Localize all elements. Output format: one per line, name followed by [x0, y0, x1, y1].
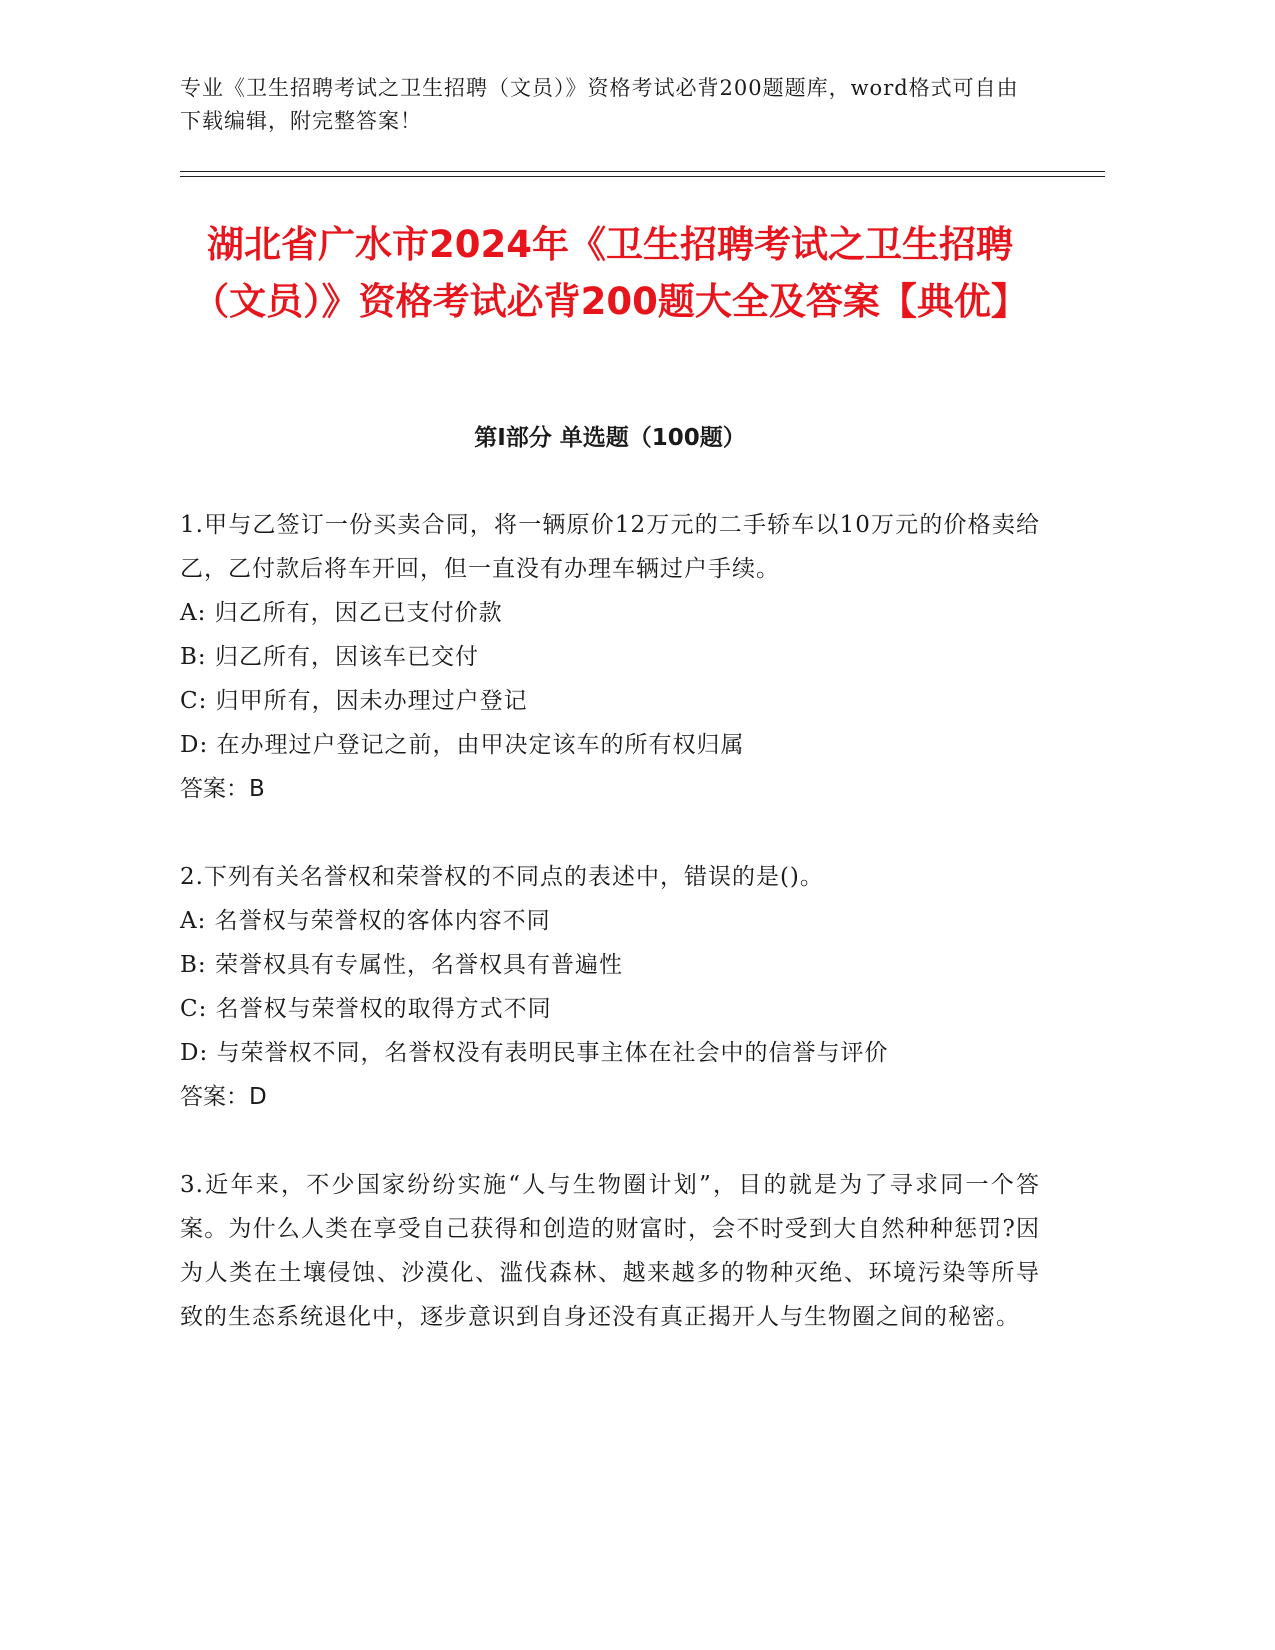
question-stem: 2.下列有关名誉权和荣誉权的不同点的表述中，错误的是()。 — [180, 864, 824, 890]
document-title: 湖北省广水市2024年《卫生招聘考试之卫生招聘（文员）》资格考试必背200题大全及答案【典优】 — [192, 223, 1028, 323]
question-3 — [180, 1163, 1040, 1339]
answer: 答案：D — [180, 1084, 267, 1110]
question-list — [180, 503, 1040, 1383]
question-2 — [180, 855, 1040, 1119]
question-1 — [180, 503, 1040, 811]
header-divider-bottom — [180, 176, 1105, 177]
option-b: B: 荣誉权具有专属性，名誉权具有普遍性 — [180, 952, 623, 978]
section-title: 第Ⅰ部分 单选题（100题） — [474, 425, 746, 451]
option-b: B: 归乙所有，因该车已交付 — [180, 644, 479, 670]
option-a: A: 名誉权与荣誉权的客体内容不同 — [180, 908, 551, 934]
header-divider-top — [180, 171, 1105, 172]
question-stem: 3.近年来，不少国家纷纷实施“人与生物圈计划”，目的就是为了寻求同一个答案。为什么人类在享受自己获得和创造的财富时，会不时受到大自然种种惩罚?因为人类在土壤侵蚀、沙漠化、滥伐森林、越来越多的物种灭绝、环境污染等所导致的生态系统退化中，逐步意识到自身还没有真正揭开人与生物圈之间的秘密。 — [180, 1172, 1040, 1330]
option-d: D: 与荣誉权不同，名誉权没有表明民事主体在社会中的信誉与评价 — [180, 1040, 889, 1066]
option-d: D: 在办理过户登记之前，由甲决定该车的所有权归属 — [180, 732, 745, 758]
option-c: C: 名誉权与荣誉权的取得方式不同 — [180, 996, 552, 1022]
question-stem: 1.甲与乙签订一份买卖合同，将一辆原价12万元的二手轿车以10万元的价格卖给乙，乙付款后将车开回，但一直没有办理车辆过户手续。 — [180, 512, 1040, 582]
answer: 答案：B — [180, 776, 265, 802]
header-note: 专业《卫生招聘考试之卫生招聘（文员）》资格考试必背200题题库，word格式可自由下载编辑，附完整答案！ — [180, 76, 1019, 133]
option-a: A: 归乙所有，因乙已支付价款 — [180, 600, 503, 626]
option-c: C: 归甲所有，因未办理过户登记 — [180, 688, 528, 714]
